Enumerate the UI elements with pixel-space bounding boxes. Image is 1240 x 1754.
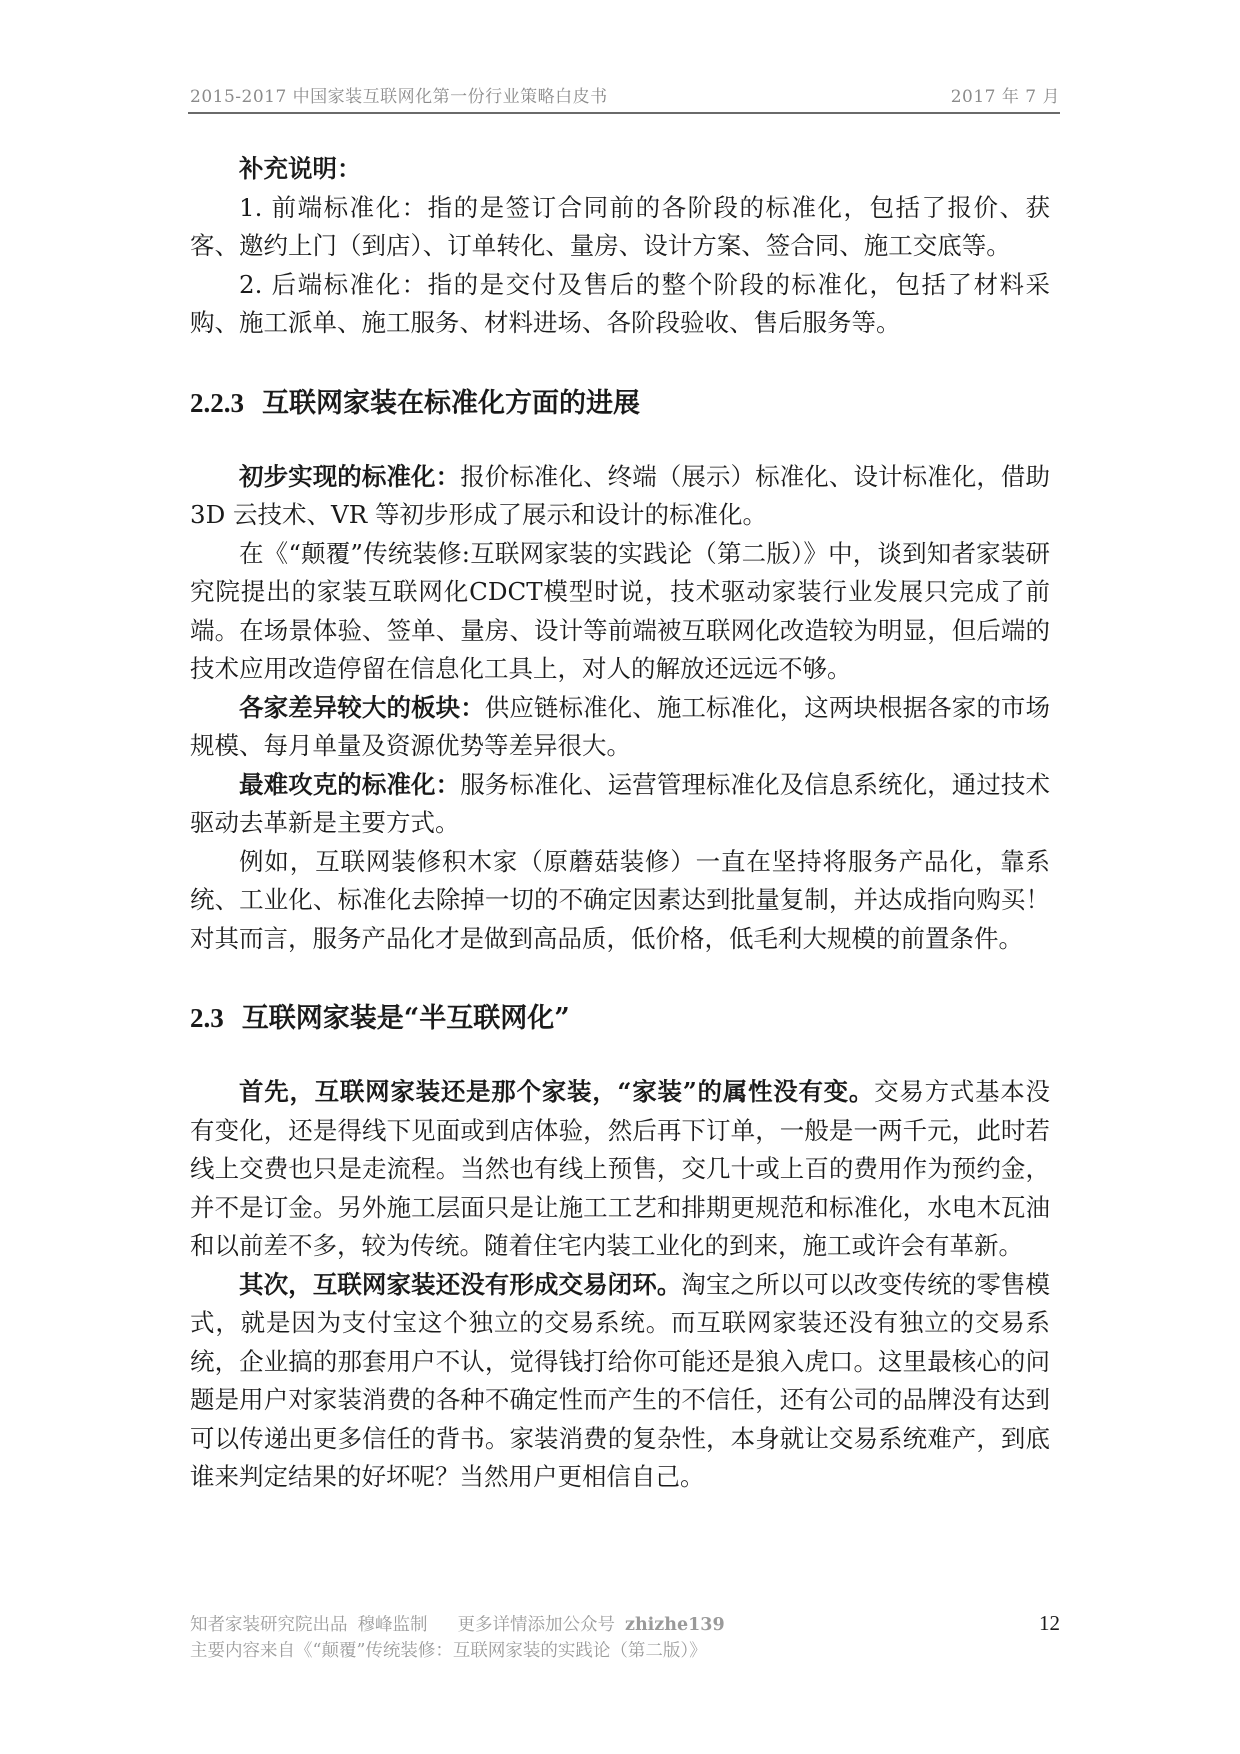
running-header <box>190 82 1060 107</box>
paragraph-second-point <box>190 1266 1050 1497</box>
section-heading-2-2-3 <box>190 383 1050 424</box>
main-content <box>190 150 1050 1497</box>
section-number: 2.3 <box>190 1003 224 1033</box>
paragraph-text: 供应链标准化、施工标准化，这两块根据各家的市场规模、每月单量及资源优势等差异很大。 <box>190 692 1050 760</box>
paragraph-lead: 最难攻克的标准化： <box>239 769 461 799</box>
section-title: 互联网家装在标准化方面的进展 <box>262 387 640 419</box>
section-title: 互联网家装是“半互联网化” <box>241 1003 570 1034</box>
paragraph-lead: 初步实现的标准化： <box>239 461 461 491</box>
paragraph-lead: 各家差异较大的板块： <box>239 692 485 722</box>
supplementary-note <box>190 150 1050 343</box>
paragraph-cdct-model: 在《“颠覆”传统装修:互联网家装的实践论（第二版）》中，谈到知者家装研究院提出的家装互联网化CDCT模型时说，技术驱动家装行业发展只完成了前端。在场景体验、签单、量房、设计等前端被互联网化改造较为明显，但后端的技术应用改造停留在信息化工具上，对人的解放还远远不够。 <box>190 538 1050 683</box>
header-title: 2015-2017 中国家装互联网化第一份行业策略白皮书 <box>190 87 608 107</box>
section-heading-2-3 <box>190 998 1050 1039</box>
paragraph-text: 交易方式基本没有变化，还是得线下见面或到店体验，然后再下订单，一般是一两千元，此时若线上交费也只是走流程。当然也有线上预售，交几十或上百的费用作为预约金，并不是订金。另外施工层面只是让施工工艺和排期更规范和标准化，水电木瓦油和以前差不多，较为传统。随着住宅内装工业化的到来，施工或许会有革新。 <box>190 1077 1050 1260</box>
paragraph-text: 淘宝之所以可以改变传统的零售模式，就是因为支付宝这个独立的交易系统。而互联网家装还没有独立的交易系统，企业搞的那套用户不认，觉得钱打给你可能还是狼入虎口。这里最核心的问题是用户对家装消费的各种不确定性而产生的不信任，还有公司的品牌没有达到可以传递出更多信任的背书。家装消费的复杂性，本身就让交易系统难产，到底谁来判定结果的好坏呢？当然用户更相信自己。 <box>190 1269 1050 1491</box>
footer-producer: 知者家装研究院出品 <box>190 1615 348 1635</box>
paragraph-hardest-standardization <box>190 766 1050 843</box>
footer-supervisor: 穆峰监制 <box>357 1615 428 1635</box>
paragraph-lead: 首先，互联网家装还是那个家装，“家装”的属性没有变。 <box>239 1077 875 1106</box>
footer-source: 主要内容来自《“颠覆”传统装修：互联网家装的实践论（第二版）》 <box>190 1641 707 1661</box>
paragraph-text: 服务标准化、运营管理标准化及信息系统化，通过技术驱动去革新是主要方式。 <box>190 769 1050 837</box>
note-item-backend: 2. 后端标准化：指的是交付及售后的整个阶段的标准化，包括了材料采购、施工派单、施工服务、材料进场、各阶段验收、售后服务等。 <box>190 269 1050 337</box>
paragraph-example-jimujia: 例如，互联网装修积木家（原蘑菇装修）一直在坚持将服务产品化，靠系统、工业化、标准化去除掉一切的不确定因素达到批量复制，并达成指向购买！对其而言，服务产品化才是做到高品质，低价格，低毛利大规模的前置条件。 <box>190 846 1050 953</box>
footer-account: zhizhe139 <box>625 1615 725 1635</box>
paragraph-first-point <box>190 1073 1050 1266</box>
note-title: 补充说明： <box>239 154 362 183</box>
header-divider <box>188 112 1060 114</box>
paragraph-initial-standardization <box>190 458 1050 535</box>
page-number: 12 <box>1039 1611 1060 1635</box>
note-item-frontend: 1. 前端标准化：指的是签订合同前的各阶段的标准化，包括了报价、获客、邀约上门（到店）、订单转化、量房、设计方案、签合同、施工交底等。 <box>190 192 1050 260</box>
paragraph-lead: 其次，互联网家装还没有形成交易闭环。 <box>239 1269 682 1299</box>
footer-line-1 <box>190 1612 1060 1638</box>
paragraph-text: 报价标准化、终端（展示）标准化、设计标准化，借助 3D 云技术、VR 等初步形成了展示和设计的标准化。 <box>190 461 1050 529</box>
footer-more-info: 更多详情添加公众号 <box>457 1615 615 1635</box>
section-number: 2.2.3 <box>190 387 244 418</box>
page-footer <box>190 1612 1060 1664</box>
header-date: 2017 年 7 月 <box>950 87 1060 107</box>
paragraph-varying-segments <box>190 689 1050 766</box>
